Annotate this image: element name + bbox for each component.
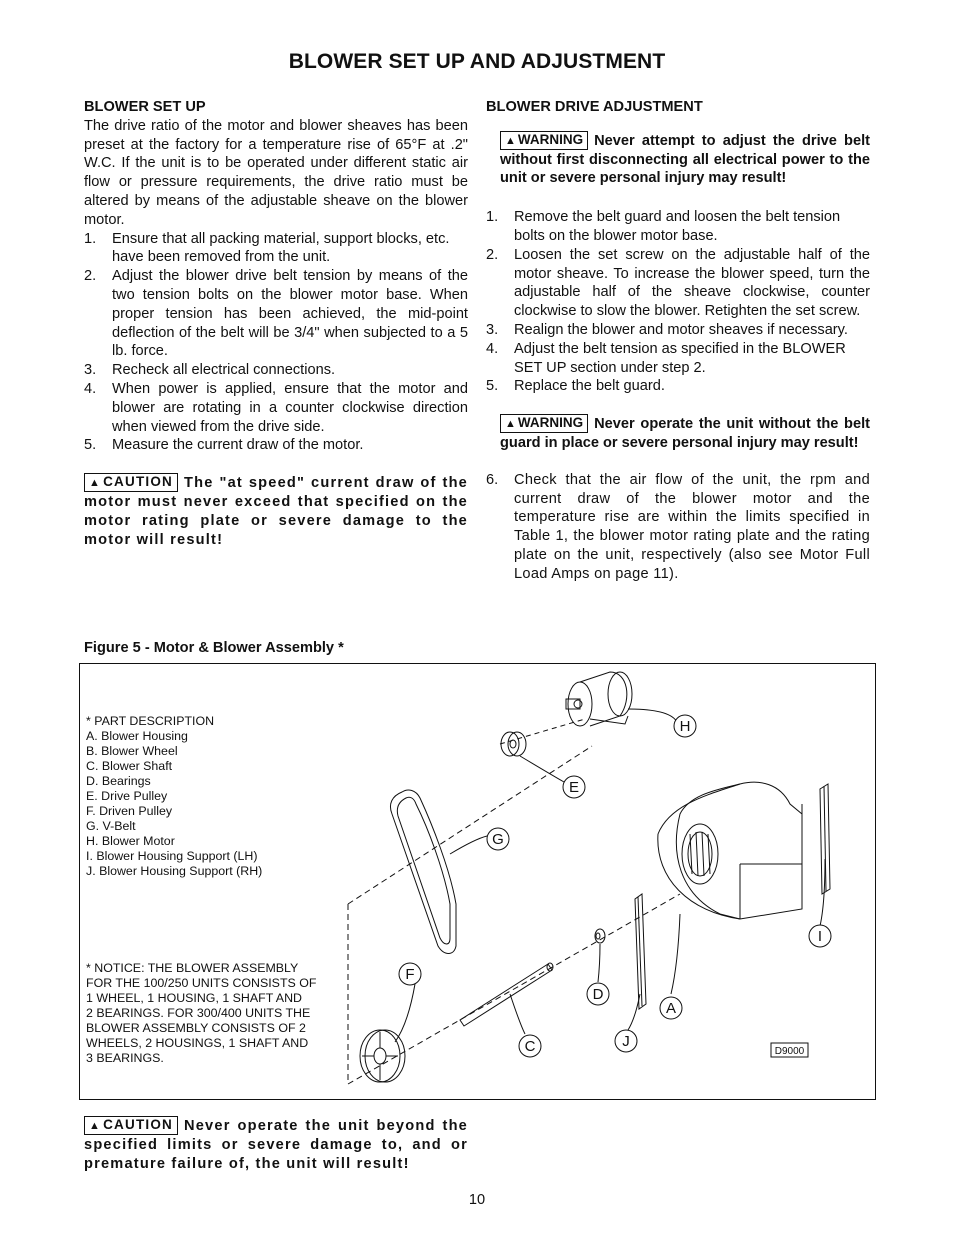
parts-title: * PART DESCRIPTION xyxy=(86,714,215,728)
list-item: 6. Check that the air flow of the unit, the rpm and current draw of the blower motor and the temperature rise are within the limits specified in Table 1, the blower motor rating plate and the rating plate on the unit, respectively (also see Motor Full Load Amps on page 11). xyxy=(486,471,870,582)
callout-h xyxy=(674,715,696,737)
page-title: BLOWER SET UP AND ADJUSTMENT xyxy=(288,50,666,73)
alignment-line xyxy=(348,746,592,904)
bearing-drawing xyxy=(595,929,605,943)
list-item: A. Blower Housing xyxy=(86,729,188,743)
svg-text:D: D xyxy=(592,986,604,1003)
warning-triangle-icon: ▲ xyxy=(505,134,516,147)
page-number: 10 xyxy=(468,1192,486,1208)
drawing-id-label xyxy=(771,1043,808,1057)
caution-badge: ▲ CAUTION xyxy=(84,473,178,492)
blower-setup-intro: The drive ratio of the motor and blower sheaves has been preset at the factory for a temperature rise of 65°F at .2" W.C. If the unit is to be operated under different static air flow or pressure requirements, the drive ratio must be altered by means of the adjustable sheave on the blower motor. xyxy=(84,117,468,228)
warning-triangle-icon: ▲ xyxy=(89,477,102,490)
drive-pulley-drawing xyxy=(501,732,526,756)
list-item: 5. Replace the belt guard. xyxy=(486,378,665,395)
list-item: D. Bearings xyxy=(86,774,151,788)
housing-support-rh-drawing xyxy=(635,894,646,1009)
list-item: 4. Adjust the belt tension as specified in the BLOWER SET UP section under step 2. xyxy=(486,340,846,376)
list-item: G. V-Belt xyxy=(86,819,136,833)
leader-line xyxy=(671,914,680,994)
list-item: 1. Remove the belt guard and loosen the belt tension bolts on the blower motor base. xyxy=(486,209,841,244)
callout-f xyxy=(399,963,421,985)
blower-drive-step-6 xyxy=(486,471,870,584)
caution-badge: ▲ CAUTION xyxy=(84,1116,178,1135)
list-item: 2. Adjust the blower drive belt tension by means of the two tension bolts on the blower motor base. When proper tension has been achieved, the mid-point deflection of the belt will be 3/4" when subjected to a 5 lb. force. xyxy=(84,268,468,360)
section-heading-blower-drive: BLOWER DRIVE ADJUSTMENT xyxy=(486,99,703,115)
svg-text:C: C xyxy=(524,1038,536,1055)
callout-d xyxy=(587,983,609,1005)
svg-text:H: H xyxy=(679,718,691,735)
warning-badge: ▲ WARNING xyxy=(500,131,588,150)
list-item: C. Blower Shaft xyxy=(86,759,173,773)
warning-triangle-icon: ▲ xyxy=(505,418,516,431)
callout-i xyxy=(809,925,831,947)
caution-notice-current-draw: ▲ CAUTION The "at speed" current draw of the motor must never exceed that specified on the motor rating plate or severe damage to the motor will result! xyxy=(84,474,468,548)
list-item: 1. Ensure that all packing material, support blocks, etc. have been removed from the unit. xyxy=(84,230,450,266)
list-item: J. Blower Housing Support (RH) xyxy=(86,864,263,878)
motor-blower-assembly-figure xyxy=(79,663,876,1100)
leader-line xyxy=(820,859,825,926)
callout-e xyxy=(563,776,585,798)
blower-setup-steps xyxy=(84,230,468,456)
blower-drive-adjustment-column xyxy=(486,98,870,584)
caution-notice-limits: ▲ CAUTION Never operate the unit beyond the specified limits or severe damage to, and or premature failure of, the unit will result! xyxy=(84,1117,468,1172)
callout-c xyxy=(519,1035,541,1057)
svg-text:I: I xyxy=(817,928,823,945)
warning-notice-disconnect: ▲ WARNING Never attempt to adjust the drive belt without first disconnecting all electrical power to the unit or severe personal injury may result! xyxy=(500,131,870,187)
list-item: 3. Realign the blower and motor sheaves if necessary. xyxy=(486,321,848,338)
blower-drive-steps xyxy=(486,208,870,396)
blower-housing-drawing xyxy=(658,782,802,919)
list-item: 4. When power is applied, ensure that the motor and blower are rotating in a counter clockwise direction when viewed from the drive side. xyxy=(84,380,468,435)
list-item: H. Blower Motor xyxy=(86,834,175,848)
warning-notice-belt-guard: ▲ WARNING Never operate the unit without the belt guard in place or severe personal injury may result! xyxy=(500,415,870,451)
leader-line xyxy=(628,709,677,722)
list-item: 5. Measure the current draw of the motor. xyxy=(84,437,364,454)
callout-a xyxy=(660,997,682,1019)
list-item: F. Driven Pulley xyxy=(86,804,173,818)
leader-line xyxy=(395,984,415,1042)
svg-text:J: J xyxy=(622,1033,630,1050)
list-item: B. Blower Wheel xyxy=(86,744,178,758)
exploded-assembly-drawing xyxy=(80,664,877,1101)
svg-text:G: G xyxy=(492,831,504,848)
warning-badge: ▲ WARNING xyxy=(500,414,588,433)
callout-j xyxy=(615,1030,637,1052)
v-belt-drawing xyxy=(390,790,456,954)
blower-motor-drawing xyxy=(566,672,632,726)
svg-text:F: F xyxy=(405,966,415,983)
list-item: E. Drive Pulley xyxy=(86,789,168,803)
list-item: 3. Recheck all electrical connections. xyxy=(84,362,336,379)
list-item: I. Blower Housing Support (LH) xyxy=(86,849,258,863)
svg-text:A: A xyxy=(665,1000,677,1017)
figure-caption: Figure 5 - Motor & Blower Assembly * xyxy=(84,640,344,656)
leader-line xyxy=(598,944,600,982)
svg-text:D9000: D9000 xyxy=(774,1046,805,1057)
assembly-notice: * NOTICE: THE BLOWER ASSEMBLY FOR THE 100/250 UNITS CONSISTS OF 1 WHEEL, 1 HOUSING, 1 SHAFT AND 2 BEARINGS. FOR 300/400 UNITS THE BLOWER ASSEMBLY CONSISTS OF 2 WHEELS, 2 HOUSINGS, 1 SHAFT AND 3 BEARINGS. xyxy=(86,961,317,1065)
blower-setup-column xyxy=(84,98,468,549)
svg-text:E: E xyxy=(568,779,580,796)
section-heading-blower-setup: BLOWER SET UP xyxy=(84,99,206,115)
callout-g xyxy=(487,828,509,850)
leader-line xyxy=(450,836,487,854)
list-item: 2. Loosen the set screw on the adjustable half of the motor sheave. To increase the blower speed, turn the adjustable half of the sheave clockwise, counter clockwise to slow the blower. Retighten the set screw. xyxy=(486,246,870,320)
blower-shaft-drawing xyxy=(460,963,553,1026)
warning-triangle-icon: ▲ xyxy=(89,1120,102,1132)
leader-line xyxy=(510,994,525,1034)
